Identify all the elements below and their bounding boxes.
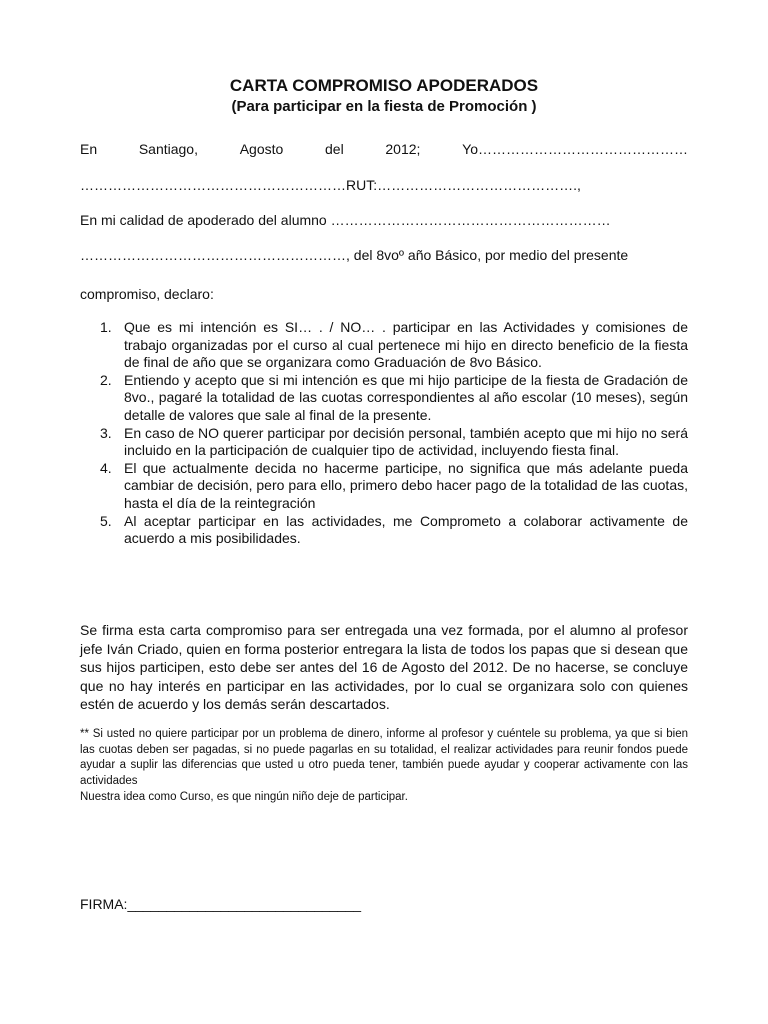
grade-line: …………………………………………………, del 8voº año Básico, por medio del presente xyxy=(80,247,629,263)
closing-paragraph: Se firma esta carta compromiso para ser entregada una vez formada, por el alumno al profesor jefe Iván Criado, quien en forma posterior entregara la lista de todos los papas que si desean que sus hijos participen, esto debe ser antes del 16 de Agosto del 2012. De no hacerse, se concluye que no hay interés en participar en las actividades, por lo cual se organizara solo con quienes estén de acuerdo y los demás serán descartados. xyxy=(80,622,688,713)
item-number: 4. xyxy=(100,459,112,476)
footnote-idea: Nuestra idea como Curso, es que ningún niño deje de participar. xyxy=(80,791,408,803)
name-blank: Yo……………………………………… xyxy=(462,141,688,157)
place-date-line xyxy=(80,141,688,157)
document-title: CARTA COMPROMISO APODERADOS xyxy=(229,76,539,95)
list-item xyxy=(80,513,688,548)
word-agosto: Agosto xyxy=(239,141,284,157)
list-item xyxy=(80,460,688,513)
list-item xyxy=(80,319,688,372)
signature-line: FIRMA:______________________________ xyxy=(80,896,362,912)
list-item xyxy=(80,425,688,460)
item-number: 5. xyxy=(100,512,112,529)
word-santiago: Santiago, xyxy=(138,141,198,157)
word-del: del xyxy=(325,141,344,157)
item-text: Al aceptar participar en las actividades, me Comprometo a colaborar activamente de acuerdo a mis posibilidades. xyxy=(124,512,688,547)
item-text: Entiendo y acepto que si mi intención es que mi hijo participe de la fiesta de Gradación de 8vo., pagaré la totalidad de las cuotas correspondientes al año escolar (10 meses), según detalle de valores que sale al final de la presente. xyxy=(124,371,688,423)
commitment-list xyxy=(80,319,688,548)
guardian-line: En mi calidad de apoderado del alumno …………………………………………………… xyxy=(80,212,611,228)
item-text: En caso de NO querer participar por decisión personal, también acepto que mi hijo no será incluido en la participación de cualquier tipo de actividad, incluyendo fiesta final. xyxy=(124,424,688,459)
item-text: El que actualmente decida no hacerme participe, no significa que más adelante pueda cambiar de decisión, pero para ello, primero debo hacer pago de la totalidad de las cuotas, hasta el día de la reintegración xyxy=(124,459,688,511)
rut-line: …………………………………………………RUT:……………………………………., xyxy=(80,177,581,193)
word-en: En xyxy=(80,141,98,157)
list-item xyxy=(80,372,688,425)
item-number: 3. xyxy=(100,424,112,441)
document-subtitle: (Para participar en la fiesta de Promoción ) xyxy=(231,98,537,115)
declare-line: compromiso, declaro: xyxy=(80,286,214,302)
word-year: 2012; xyxy=(385,141,421,157)
item-number: 2. xyxy=(100,371,112,388)
footnote: ** Si usted no quiere participar por un problema de dinero, informe al profesor y cuéntele su problema, ya que si bien las cuotas deben ser pagadas, si no puede pagarlas en su totalidad, el realizar actividades para reunir fondos puede ayudar a suplir las diferencias que usted u otro pueda tener, también puede ayudar y cooperar activamente con las actividades xyxy=(80,728,688,787)
item-number: 1. xyxy=(100,319,112,335)
item-text: Que es mi intención es SI… . / NO… . participar en las Actividades y comisiones de trabajo organizadas por el curso al cual pertenece mi hijo en directo beneficio de la fiesta de final de año que se organizara como Graduación de 8vo Básico. xyxy=(124,319,688,371)
